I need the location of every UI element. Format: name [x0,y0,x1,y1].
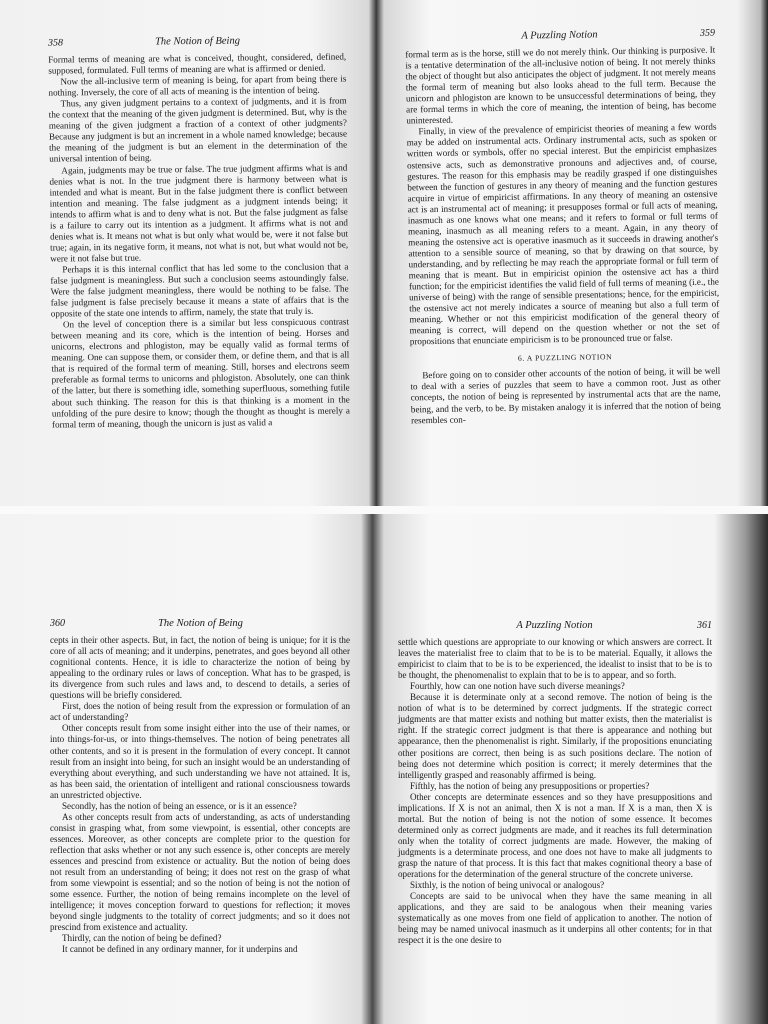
paragraph: As other concepts result from acts of understanding, as acts of understanding consist in grasping what, from some viewpoint, is essential, other concepts are essences. Moreover, as other concepts are complete prior to the question for reflection that asks whether or not any such essence is, other concepts are merely essences and prescind from existence or actuality. But the notion of being does not result from an understanding of being; it does not rest on the grasp of what from some viewpoint is essential; and so the notion of being is not the notion of some essence. Further, the notion of being remains incomplete on the level of intelligence; it moves conception forward to questions for reflection; it moves beyond single judgments to the totality of correct judgments; and so it does not prescind from existence and actuality. [50,811,350,933]
page-358 [48,34,350,430]
scan-gap [0,506,768,514]
paragraph: First, does the notion of being result from the expression or formulation of an act of understanding? [50,701,350,723]
paragraph: Other concepts result from some insight either into the use of their names, or into things-for-us, or into things-themselves. The notion of being penetrates all other contents, and so it is present in the formulation of every concept. It cannot result from an insight into being, for such an insight would be an understanding of everything about everything, and such understanding we have not attained. It is, as has been said, the orientation of intelligent and rational consciousness towards an unrestricted objective. [50,723,350,800]
page-number: 358 [47,37,64,49]
paragraph: formal term as is the horse, still we do not merely think. Our thinking is purposive. It is a tentative determination of the all-inclusive notion of being. It not merely thinks the object of thought but also anticipates the object of judgment. It not merely means the formal term of meaning but also looks ahead to the full term. Because the unicorn and phlogiston are known to be unsuccessful determinations of being, they are formal terms in which the core of meaning, the intention of being, has become uninterested. [405,44,717,126]
running-head-title: A Puzzling Notion [516,620,593,631]
paragraph: Perhaps it is this internal conflict that has led some to the conclusion that a false judgment is meaningless. But such a conclusion seems astoundingly false. Were the false judgment meaningless, there would be nothing to be false. The false judgment is false precisely because it means a state of affairs that is the opposite of the state one intends to affirm, namely, the state that truly is. [50,261,349,319]
paragraph: Again, judgments may be true or false. The true judgment affirms what is and denies what is not. In the true judgment there is harmony between what is intended and what is meant. But in the false judgment there is conflict between intention and meaning. The false judgment as a judgment intends being; it intends to affirm what is and to deny what is not. But the false judgment as false is a failure to carry out its intention as a judgment. It affirms what is not and denies what is. It means not what is but only what would be, were it not false but true; again, in its negative form, it means, not what is not, but what would not be, were it not false but true. [49,161,349,264]
paragraph: Fourthly, how can one notion have such diverse meanings? [410,681,625,692]
running-head-title: The Notion of Being [158,618,243,629]
paragraph: Before going on to consider other accounts of the notion of being, it will be well to deal with a series of puzzles that seem to have a common root. Just as other concepts, the notion of being is represented by instrumental acts that are the name, being, and the verb, to be. By mistaken analogy it is inferred that the notion of being resembles con- [410,365,721,425]
section-heading: 6. A PUZZLING NOTION [517,352,613,364]
page-359 [405,28,721,426]
running-head-title: A Puzzling Notion [521,29,598,42]
page-number: 361 [697,620,712,631]
running-head-title: The Notion of Being [155,35,240,48]
running-head [398,620,712,631]
page-361 [398,620,712,946]
paragraph: Finally, in view of the prevalence of empiricist theories of meaning a few words may be added on instrumental acts. Ordinary instrumental acts, such as spoken or written words or symbols, offer no special interest. But the empiricist emphasizes ostensive acts, such as demonstrative pronouns and adjectives and, of course, gestures. The reason for this emphasis may be readily grasped if one distinguishes between the function of gestures in any theory of meaning and the function gestures acquire in virtue of empiricist affirmations. In any theory of meaning an ostensive act is an instrumental act of meaning; it presupposes formal or full acts of meaning, inasmuch as one knows what one means; and it refers to formal or full terms of meaning, inasmuch as all meaning refers to a meant. Again, in any theory of meaning the ostensive act is operative inasmuch as it succeeds in drawing another's attention to a sensible source of meaning, so that by drawing on that source, by understanding, and by reflecting he may reach the appropriate formal or full term of meaning that is meant. But in empiricist opinion the ostensive act has a third function; for the empiricist identifies the valid field of full terms of meaning (i.e., the universe of being) with the range of sensible presentations; hence, for the empiricist, the ostensive act not merely indicates a source of meaning but also a full term of meaning. Whether or not this empiricist modification of the general theory of meaning is correct, will depend on the question whether or not the set of propositions that enunciate empiricism is to be pronounced true or false. [406,121,720,347]
paragraph: Now the all-inclusive term of meaning is being, for apart from being there is nothing. Inversely, the core of all acts of meaning is the intention of being. [48,73,347,98]
paragraph: Other concepts are determinate essences and so they have presuppositions and implications. If X is not an animal, then X is not a man. If X is a man, then X is mortal. But the notion of being is not the notion of some essence. It becomes determined only as correct judgments are made, and it reaches its full determination only when the totality of correct judgments are made. However, the making of judgments is a determinate process, and one does not have to make all judgments to grasp the nature of that process. It is this fact that makes cognitional theory a base of operations for the determination of the general structure of the concrete universe. [398,791,712,880]
page-360 [50,618,350,955]
paragraph: On the level of conception there is a similar but less conspicuous contrast between meaning and its core, which is the intention of being. Horses and unicorns, electrons and phlogiston, may be equally valid as formal terms of meaning. One can suppose them, or consider them, or define them, and that is all that is required of the formal term of meaning. Still, horses and electrons seem preferable as formal terms to unicorns and phlogiston. Absolutely, one can think of the latter, but there is something idle, something superfluous, something futile about such thinking. The reason for this is that thinking is a moment in the unfolding of the pure desire to know; though the thought as thought is merely a formal term of meaning, though the unicorn is just as valid a [51,316,350,430]
paragraph: settle which questions are appropriate to our knowing or which answers are correct. It leaves the materialist free to claim that to be is to be material. Equally, it allows the empiricist to claim that to be is to be experienced, the idealist to insist that to be is to be thought, the phenomenalist to explain that to be is to appear, and so forth. [398,637,712,681]
paragraph: Sixthly, is the notion of being univocal or analogous? [410,880,605,891]
paragraph: cepts in their other aspects. But, in fact, the notion of being is unique; for it is the core of all acts of meaning; and it underpins, penetrates, and goes beyond all other cognitional contents. Hence, it is idle to characterize the notion of being by appealing to the ordinary rules or laws of conception. What has to be grasped, is its divergence from such rules and laws and, to descend to details, a series of questions will be briefly considered. [50,635,350,701]
running-head [50,618,350,629]
paragraph: Thirdly, can the notion of being be defined? [62,933,222,944]
paragraph: Formal terms of meaning are what is conceived, thought, considered, defined, supposed, formulated. Full terms of meaning are what is affirmed or denied. [48,51,347,76]
paragraph: Because it is determinate only at a second remove. The notion of being is the notion of what is to be determined by correct judgments. If the strategic correct judgments are that matter exists and nothing but matter exists, then the materialist is right. If the strategic correct judgment is that there is appearance and nothing but appearance, then the phenomenalist is right. Similarly, if the propositions enunciating other positions are correct, then being is as such positions declare. The notion of being does not determine which position is correct; it merely determines that the intelligently grasped and reasonably affirmed is being. [398,692,712,780]
paragraph: Concepts are said to be univocal when they have the same meaning in all applications, and they are said to be analogous when their meaning varies systematically as one moves from one field of application to another. The notion of being may be named univocal inasmuch as it underpins all other contents; for in that respect it is the one desire to [398,891,712,946]
page-number: 360 [50,618,65,629]
paragraph: It cannot be defined in any ordinary manner, for it underpins and [62,944,298,955]
paragraph: Fifthly, has the notion of being any presuppositions or properties? [410,780,650,791]
paragraph: Secondly, has the notion of being an essence, or is it an essence? [62,800,297,811]
paragraph: Thus, any given judgment pertains to a context of judgments, and it is from the context that the meaning of the given judgment is determined. But, why is the meaning of the given judgment a fraction of a context of other judgments? Because any judgment is but an increment in a whole named knowledge; because the meaning of the judgment is but an element in the determination of the universal intention of being. [48,95,348,165]
running-head [48,34,346,48]
page-number: 359 [699,27,716,39]
